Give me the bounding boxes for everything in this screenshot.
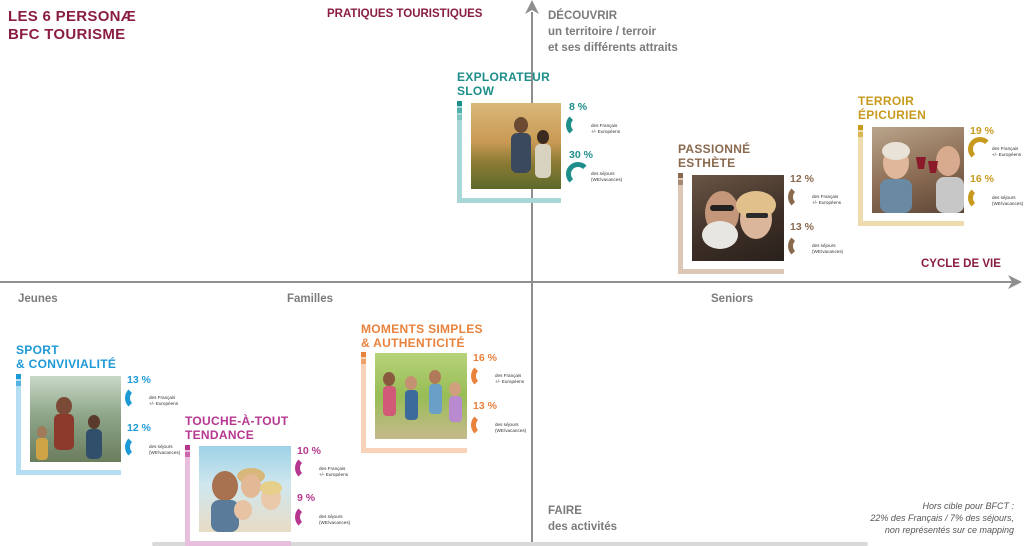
stat-label-sejours <box>812 243 843 254</box>
stat-label-line: (WE/vacances) <box>319 519 351 525</box>
stat-label-sejours <box>495 422 526 433</box>
stat-label-line: des séjours <box>992 195 1016 200</box>
decouvrir-sub1: un territoire / terroir <box>548 26 656 38</box>
stat-percent-sejours: 13 % <box>790 221 814 233</box>
stat-label-line: des séjours <box>319 514 343 519</box>
persona-title-line2: & AUTHENTICITÉ <box>361 336 465 350</box>
stat-label-line: des Français <box>319 466 346 471</box>
stat-label-line: +/- Européens <box>812 199 841 205</box>
stat-label-line: (WE/vacances) <box>495 427 527 433</box>
age-label-familles: Familles <box>287 293 334 305</box>
stat-percent-sejours: 9 % <box>297 492 316 504</box>
family-walk-illustration <box>375 353 467 439</box>
stat-arc-francais <box>295 456 319 480</box>
stat-label-line: (WE/vacances) <box>591 176 623 182</box>
frame-square <box>457 115 462 120</box>
persona-explorateur-slow <box>457 70 550 98</box>
stat-percent-sejours: 16 % <box>970 173 994 185</box>
stat-label-line: des séjours <box>495 422 519 427</box>
stat-label-line: +/- Européens <box>149 400 178 406</box>
stat-label-line: +/- Européens <box>992 151 1021 157</box>
hikers-illustration <box>471 103 561 189</box>
stat-label-line: des séjours <box>149 444 173 449</box>
faire-title: FAIRE <box>548 505 582 517</box>
stat-arc-francais <box>566 113 590 137</box>
frame-square <box>185 445 190 450</box>
stat-label-line: +/- Européens <box>591 128 620 134</box>
stat-percent-sejours: 12 % <box>127 422 151 434</box>
stat-arc-francais <box>968 137 992 161</box>
page-title <box>8 8 136 44</box>
stat-label-sejours <box>992 195 1023 206</box>
stat-label-line: des Français <box>591 123 618 128</box>
axis-label-decouvrir <box>548 8 678 56</box>
persona-terroir-epicurien <box>858 94 926 122</box>
persona-title-line1: MOMENTS SIMPLES <box>361 322 483 336</box>
axis-label-pratiques: PRATIQUES TOURISTIQUES <box>327 8 483 20</box>
stat-percent-francais: 12 % <box>790 173 814 185</box>
stat-percent-francais: 16 % <box>473 352 497 364</box>
persona-title-line2: ESTHÈTE <box>678 156 736 170</box>
stat-label-francais <box>495 373 524 384</box>
right-arrow-icon <box>1008 275 1024 289</box>
persona-photo-family-walk <box>375 353 467 439</box>
persona-title <box>457 70 550 98</box>
persona-title-line1: SPORT <box>16 343 59 357</box>
horizontal-axis <box>0 281 1016 283</box>
stat-label-francais <box>992 146 1021 157</box>
frame-square <box>858 132 863 137</box>
stat-label-line: +/- Européens <box>495 378 524 384</box>
stat-percent-francais: 13 % <box>127 374 151 386</box>
stat-arc-sejours <box>968 186 992 210</box>
stat-arc-sejours <box>471 413 495 437</box>
persona-photo-family-beach <box>199 446 291 532</box>
wine-illustration <box>872 127 964 213</box>
stat-percent-sejours: 13 % <box>473 400 497 412</box>
stat-label-sejours <box>149 444 180 455</box>
age-label-jeunes: Jeunes <box>18 293 58 305</box>
stat-arc-sejours <box>788 234 812 258</box>
persona-photo-hikers <box>471 103 561 189</box>
frame-square <box>16 381 21 386</box>
frame-square <box>361 352 366 357</box>
persona-title-line2: TENDANCE <box>185 428 255 442</box>
stat-label-line: des Français <box>495 373 522 378</box>
faire-sub: des activités <box>548 521 618 533</box>
stat-arc-sejours <box>125 435 149 459</box>
up-arrow-icon <box>525 0 539 16</box>
stat-percent-francais: 10 % <box>297 445 321 457</box>
decouvrir-sub2: et ses différents attraits <box>548 42 678 54</box>
stat-arc-sejours <box>295 505 319 529</box>
stat-label-line: (WE/vacances) <box>992 200 1024 206</box>
stat-label-line: (WE/vacances) <box>812 248 844 254</box>
note-line1: Hors cible pour BFCT : <box>922 501 1014 511</box>
frame-square <box>457 101 462 106</box>
persona-photo-couple <box>692 175 784 261</box>
stat-arc-francais <box>788 185 812 209</box>
stat-label-line: +/- Européens <box>319 471 348 477</box>
persona-title-line1: PASSIONNÉ <box>678 142 751 156</box>
frame-square <box>16 374 21 379</box>
persona-photo-wine <box>872 127 964 213</box>
stat-arc-sejours <box>566 162 590 186</box>
stat-label-francais <box>591 123 620 134</box>
frame-square <box>678 173 683 178</box>
persona-sport-convivialite <box>16 343 116 371</box>
persona-touche-a-tout <box>185 414 288 442</box>
frame-square <box>858 125 863 130</box>
note-line3: non représentés sur ce mapping <box>884 525 1014 535</box>
frame-square <box>457 108 462 113</box>
family-beach-illustration <box>199 446 291 532</box>
note-line2: 22% des Français / 7% des séjours, <box>870 513 1014 523</box>
age-label-seniors: Seniors <box>711 293 754 305</box>
persona-title-line2: SLOW <box>457 84 495 98</box>
note-hors-cible <box>870 500 1014 536</box>
stat-arc-francais <box>471 364 495 388</box>
stat-label-line: des Français <box>812 194 839 199</box>
stat-label-line: des Français <box>149 395 176 400</box>
persona-photo-sport <box>30 376 121 462</box>
persona-passionne-esthete <box>678 142 751 170</box>
persona-title-line2: & CONVIVIALITÉ <box>16 357 117 371</box>
persona-moments-simples <box>361 322 483 350</box>
stat-percent-sejours: 30 % <box>569 149 593 161</box>
stat-label-francais <box>812 194 841 205</box>
stat-arc-francais <box>125 386 149 410</box>
stat-label-line: des séjours <box>591 171 615 176</box>
frame-square <box>361 359 366 364</box>
stat-label-sejours <box>319 514 350 525</box>
couple-illustration <box>692 175 784 261</box>
stat-label-line: des Français <box>992 146 1019 151</box>
frame-square <box>678 180 683 185</box>
stat-label-sejours <box>591 171 622 182</box>
persona-title-line1: TOUCHE-À-TOUT <box>185 414 289 428</box>
page-title-line2: BFC TOURISME <box>8 26 126 43</box>
decouvrir-title: DÉCOUVRIR <box>548 10 618 22</box>
stat-label-francais <box>149 395 178 406</box>
stat-percent-francais: 19 % <box>970 125 994 137</box>
persona-title-line2: ÉPICURIEN <box>858 108 927 122</box>
stat-label-line: des séjours <box>812 243 836 248</box>
persona-title-line1: TERROIR <box>858 94 915 108</box>
page-title-line1: LES 6 PERSONÆ <box>8 8 137 25</box>
persona-title-line1: EXPLORATEUR <box>457 70 551 84</box>
stat-percent-francais: 8 % <box>569 101 588 113</box>
sport-illustration <box>30 376 121 462</box>
frame-square <box>185 452 190 457</box>
axis-label-faire <box>548 503 617 535</box>
stat-label-line: (WE/vacances) <box>149 449 181 455</box>
stat-label-francais <box>319 466 348 477</box>
axis-label-cycle-de-vie: CYCLE DE VIE <box>921 258 1001 270</box>
